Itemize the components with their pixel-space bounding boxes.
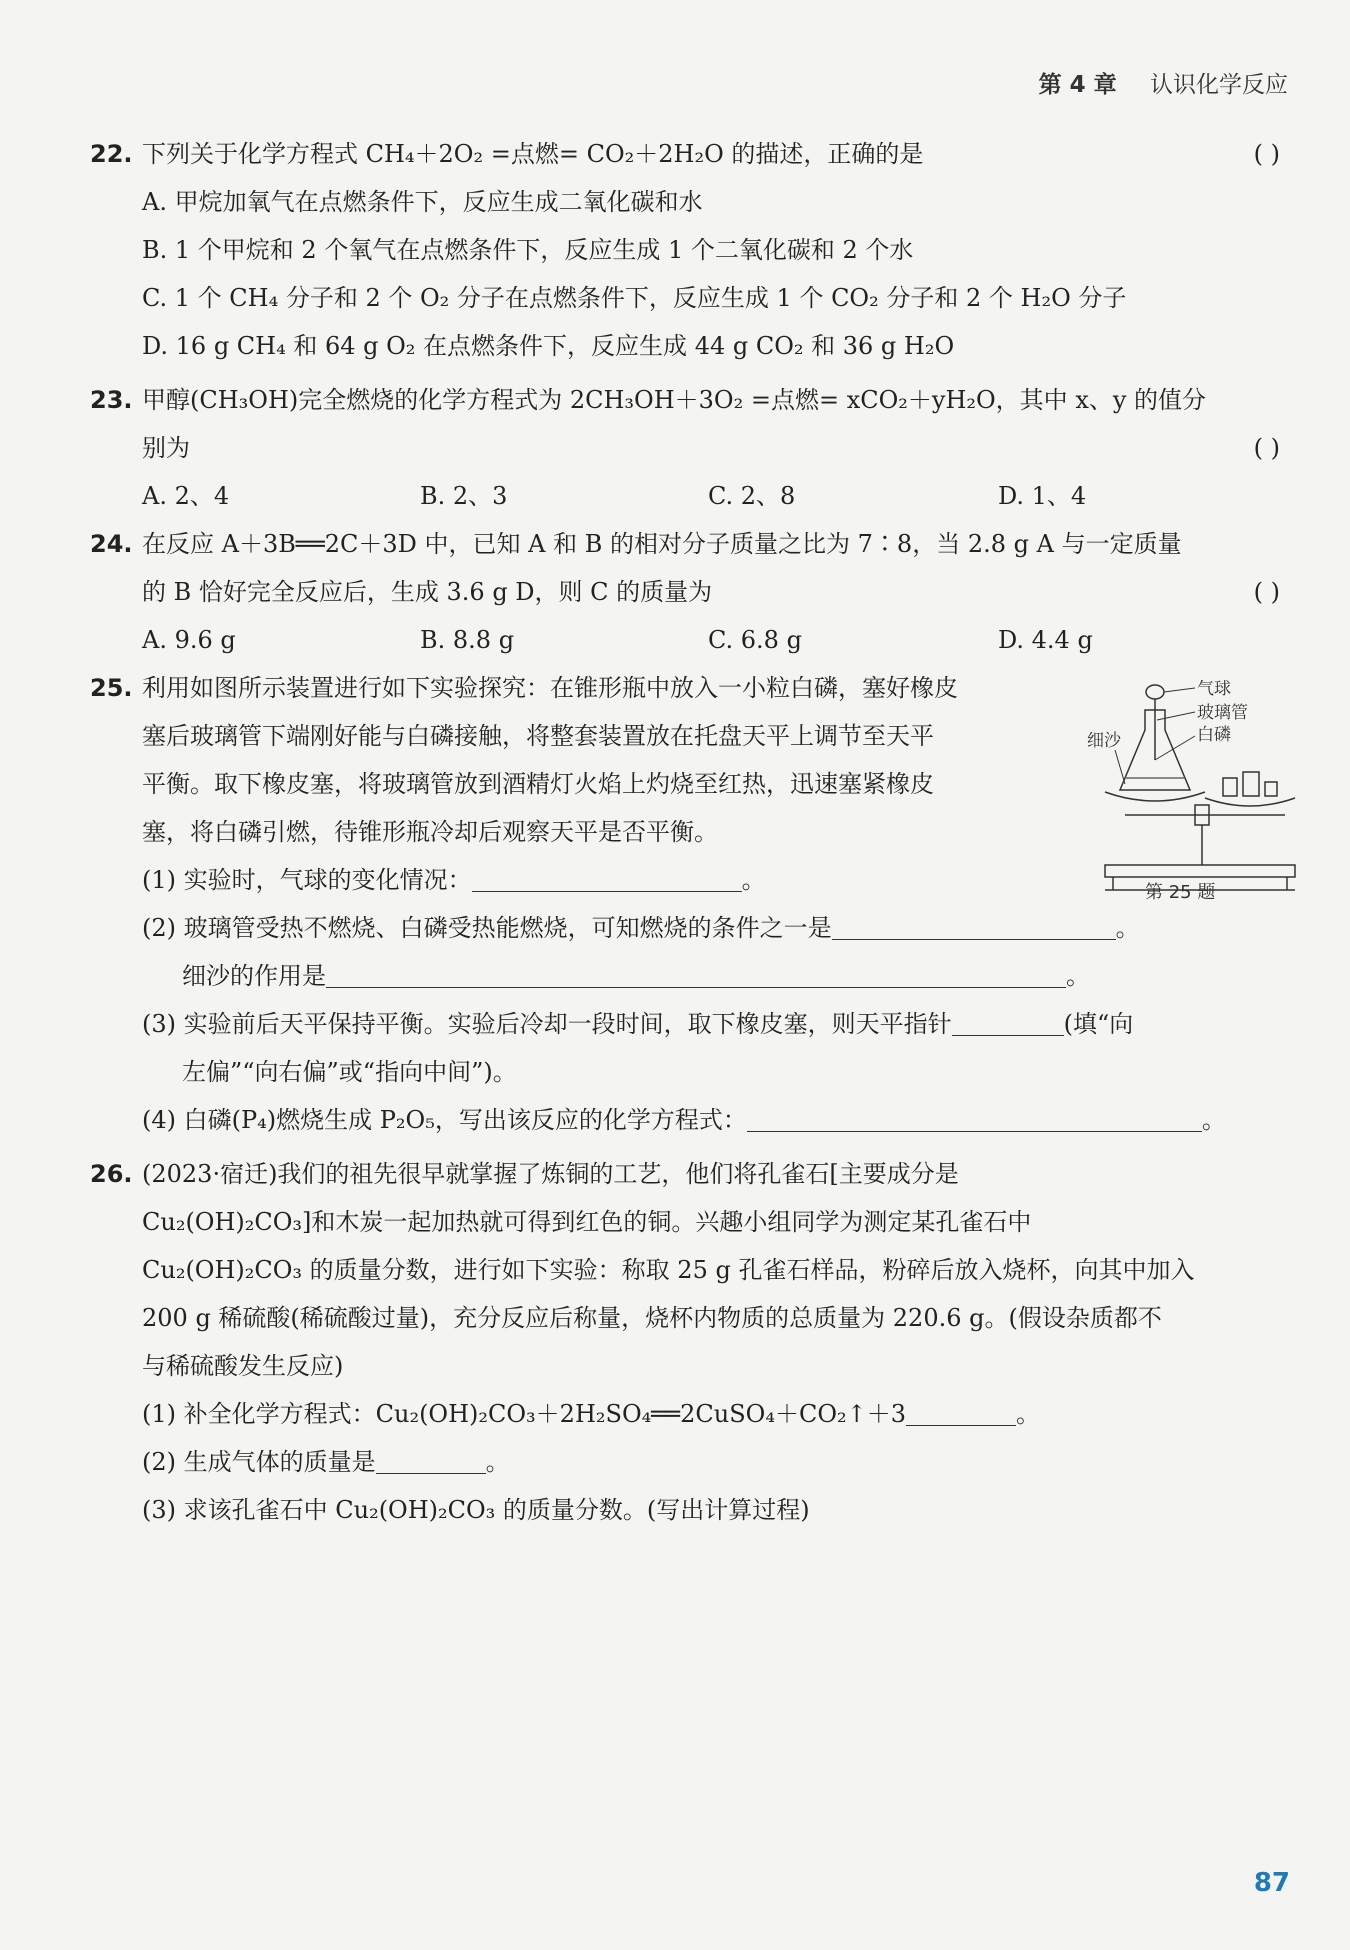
q25-sub2b-prompt: 细沙的作用是 <box>182 962 326 990</box>
q24-option-c[interactable]: C. 6.8 g <box>708 626 802 654</box>
q25-balance-figure <box>1085 680 1300 910</box>
q25-stem: 利用如图所示装置进行如下实验探究：在锥形瓶中放入一小粒白磷，塞好橡皮 <box>142 674 958 702</box>
q25-sub2b <box>90 952 1288 1000</box>
q26-stem-line-1 <box>90 1150 1288 1198</box>
q25-sub3b <box>90 1048 1288 1096</box>
q24-stem: 在反应 A＋3B══2C＋3D 中，已知 A 和 B 的相对分子质量之比为 7∶8，当 2.8 g A 与一定质量 <box>142 530 1182 558</box>
figure-label-balloon: 气球 <box>1197 680 1231 699</box>
q25-sub3-hint-cont: 左偏”“向右偏”或“指向中间”)。 <box>182 1058 517 1086</box>
q22-stem-line <box>90 130 1288 178</box>
q25-sub2b-answer-blank[interactable] <box>326 957 1066 988</box>
q26-stem-line-4 <box>90 1294 1288 1342</box>
q24-answer-bracket[interactable]: ( ) <box>1253 578 1280 606</box>
q22-option-c[interactable] <box>90 274 1288 322</box>
q22-option-b[interactable] <box>90 226 1288 274</box>
chapter-number: 第 4 章 <box>1038 72 1117 98</box>
q23-stem-line-2 <box>90 424 1288 472</box>
q26-sub2-prompt: (2) 生成气体的质量是 <box>142 1448 376 1476</box>
option-label: D. 16 g CH₄ 和 64 g O₂ 在点燃条件下，反应生成 44 g CO₂ 和 36 g H₂O <box>142 332 955 360</box>
q26-stem-cont: Cu₂(OH)₂CO₃]和木炭一起加热就可得到红色的铜。兴趣小组同学为测定某孔雀石中 <box>142 1208 1032 1236</box>
q25-sub2-prompt: (2) 玻璃管受热不燃烧、白磷受热能燃烧，可知燃烧的条件之一是 <box>142 914 832 942</box>
option-label: A. 甲烷加氧气在点燃条件下，反应生成二氧化碳和水 <box>142 188 703 216</box>
q25-sub4-prompt: (4) 白磷(P₄)燃烧生成 P₂O₅，写出该反应的化学方程式： <box>142 1106 747 1134</box>
q23-option-d[interactable]: D. 1、4 <box>998 482 1087 510</box>
period: 。 <box>1016 1400 1041 1428</box>
period: 。 <box>485 1448 510 1476</box>
balance-base-shape <box>1105 865 1295 877</box>
q24-number: 24. <box>90 530 133 558</box>
q26-sub1 <box>90 1390 1288 1438</box>
q23-answer-bracket[interactable]: ( ) <box>1253 434 1280 462</box>
q26-number: 26. <box>90 1160 133 1188</box>
q23-number: 23. <box>90 386 133 414</box>
q26-stem: (2023·宿迁)我们的祖先很早就掌握了炼铜的工艺，他们将孔雀石[主要成分是 <box>142 1160 959 1188</box>
chapter-title: 认识化学反应 <box>1150 72 1288 98</box>
period: 。 <box>1115 914 1140 942</box>
figure-label-glass-tube: 玻璃管 <box>1197 703 1248 723</box>
q25-number: 25. <box>90 674 133 702</box>
q25-sub2-answer-blank[interactable] <box>832 909 1116 940</box>
q24-option-d[interactable]: D. 4.4 g <box>998 626 1093 654</box>
q22-answer-bracket[interactable]: ( ) <box>1253 140 1280 168</box>
q23-options <box>90 472 1288 520</box>
q25-sub3-prompt: (3) 实验前后天平保持平衡。实验后冷却一段时间，取下橡皮塞，则天平指针 <box>142 1010 952 1038</box>
q22-option-a[interactable] <box>90 178 1288 226</box>
q26-stem-line-5 <box>90 1342 1288 1390</box>
page-number: 87 <box>1253 1868 1290 1898</box>
q24-stem-line-1 <box>90 520 1288 568</box>
balloon-shape <box>1146 685 1164 699</box>
q25-figure-caption: 第 25 题 <box>1145 882 1216 903</box>
q26-sub3 <box>90 1486 1288 1534</box>
q22-number: 22. <box>90 140 133 168</box>
period: 。 <box>1201 1106 1226 1134</box>
left-pan-shape <box>1105 792 1205 801</box>
q26-stem-cont: 200 g 稀硫酸(稀硫酸过量)，充分反应后称量，烧杯内物质的总质量为 220.6 g。(假设杂质都不 <box>142 1304 1162 1332</box>
q23-stem-cont: 别为 <box>142 434 190 462</box>
q25-sub3a <box>90 1000 1288 1048</box>
q25-sub1-prompt: (1) 实验时，气球的变化情况： <box>142 866 472 894</box>
q26-stem-cont: Cu₂(OH)₂CO₃ 的质量分数，进行如下实验：称取 25 g 孔雀石样品，粉碎后放入烧杯，向其中加入 <box>142 1256 1195 1284</box>
q23-stem-line-1 <box>90 376 1288 424</box>
q25-stem-cont: 平衡。取下橡皮塞，将玻璃管放到酒精灯火焰上灼烧至红热，迅速塞紧橡皮 <box>142 770 934 798</box>
q24-option-a[interactable]: A. 9.6 g <box>142 626 236 654</box>
q26-stem-line-2 <box>90 1198 1288 1246</box>
period: 。 <box>741 866 766 894</box>
q25-sub3-hint: (填“向 <box>1063 1010 1134 1038</box>
q26-sub3-prompt: (3) 求该孔雀石中 Cu₂(OH)₂CO₃ 的质量分数。(写出计算过程) <box>142 1496 810 1524</box>
q22-stem: 下列关于化学方程式 CH₄＋2O₂ =点燃= CO₂＋2H₂O 的描述，正确的是 <box>142 140 924 168</box>
q23-stem: 甲醇(CH₃OH)完全燃烧的化学方程式为 2CH₃OH＋3O₂ =点燃= xCO₂＋yH₂O，其中 x、y 的值分 <box>142 386 1207 414</box>
q26-sub2-answer-blank[interactable] <box>376 1443 486 1474</box>
q25-sub2a <box>90 904 1288 952</box>
q23-option-a[interactable]: A. 2、4 <box>142 482 230 510</box>
period: 。 <box>1066 962 1090 990</box>
q23-option-b[interactable]: B. 2、3 <box>420 482 508 510</box>
q25-stem-cont: 塞，将白磷引燃，待锥形瓶冷却后观察天平是否平衡。 <box>142 818 718 846</box>
q23-option-c[interactable]: C. 2、8 <box>708 482 796 510</box>
figure-label-fine-sand: 细沙 <box>1087 731 1121 751</box>
option-label: B. 1 个甲烷和 2 个氧气在点燃条件下，反应生成 1 个二氧化碳和 2 个水 <box>142 236 914 264</box>
q25-sub4 <box>90 1096 1288 1144</box>
q24-stem-line-2 <box>90 568 1288 616</box>
q24-stem-cont: 的 B 恰好完全反应后，生成 3.6 g D，则 C 的质量为 <box>142 578 713 606</box>
q26-sub2 <box>90 1438 1288 1486</box>
q26-sub1-answer-blank[interactable] <box>906 1395 1016 1426</box>
page-header <box>1039 66 1288 99</box>
q25-sub4-answer-blank[interactable] <box>747 1101 1202 1132</box>
q24-options <box>90 616 1288 664</box>
option-label: C. 1 个 CH₄ 分子和 2 个 O₂ 分子在点燃条件下，反应生成 1 个 CO₂ 分子和 2 个 H₂O 分子 <box>142 284 1127 312</box>
q24-option-b[interactable]: B. 8.8 g <box>420 626 515 654</box>
q26-stem-cont: 与稀硫酸发生反应) <box>142 1352 344 1380</box>
q22-option-d[interactable] <box>90 322 1288 370</box>
q26-stem-line-3 <box>90 1246 1288 1294</box>
weight-shape <box>1223 778 1237 796</box>
q25-sub1-answer-blank[interactable] <box>472 861 742 892</box>
figure-label-white-phosphorus: 白磷 <box>1197 725 1231 745</box>
q26-sub1-prompt: (1) 补全化学方程式：Cu₂(OH)₂CO₃＋2H₂SO₄══2CuSO₄＋CO₂↑＋3 <box>142 1400 907 1428</box>
q25-stem-cont: 塞后玻璃管下端刚好能与白磷接触，将整套装置放在托盘天平上调节至天平 <box>142 722 934 750</box>
q25-sub3-answer-blank[interactable] <box>952 1005 1064 1036</box>
